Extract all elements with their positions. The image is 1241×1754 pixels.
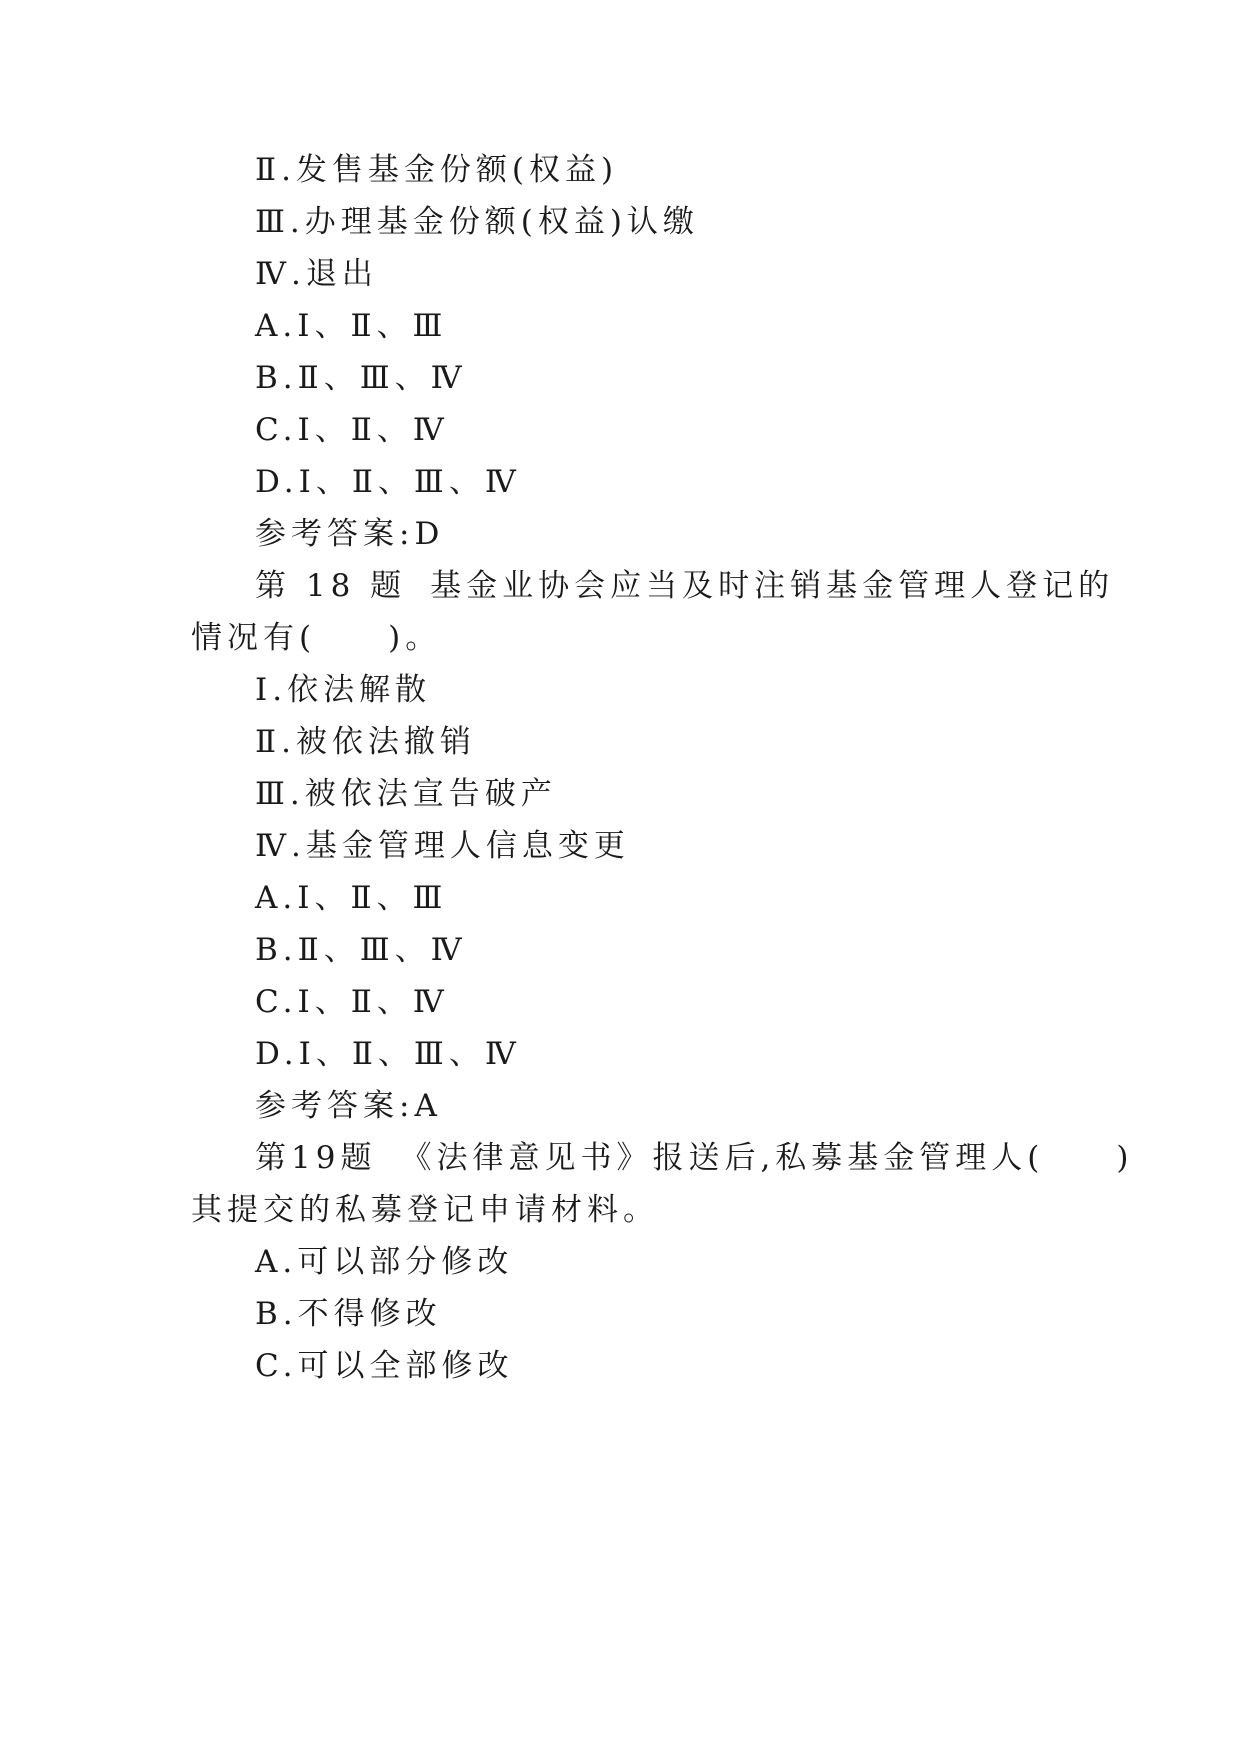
choice-line: B.不得修改 — [255, 1296, 442, 1332]
choice-line: D.Ⅰ、Ⅱ、Ⅲ、Ⅳ — [255, 464, 521, 500]
question-stem-continued: 情况有( )。 — [191, 620, 442, 656]
question-19-heading — [255, 1138, 1134, 1178]
option-line: Ⅱ.被依法撤销 — [255, 724, 476, 760]
choice-line: A.可以部分修改 — [255, 1244, 514, 1280]
choice-line: B.Ⅱ、Ⅲ、Ⅳ — [255, 360, 467, 396]
option-line: Ⅳ.基金管理人信息变更 — [255, 828, 630, 864]
choice-line: C.Ⅰ、Ⅱ、Ⅳ — [255, 412, 449, 448]
question-stem-continued: 其提交的私募登记申请材料。 — [191, 1192, 659, 1228]
choice-line: A.Ⅰ、Ⅱ、Ⅲ — [255, 880, 448, 916]
option-line: Ⅰ.依法解散 — [255, 672, 432, 708]
answer-line: 参考答案:D — [255, 516, 445, 552]
question-18-heading — [255, 566, 1114, 606]
option-line: Ⅲ.办理基金份额(权益)认缴 — [255, 204, 699, 240]
question-stem: 《法律意见书》报送后,私募基金管理人( ) — [400, 1140, 1134, 1176]
choice-line: D.Ⅰ、Ⅱ、Ⅲ、Ⅳ — [255, 1036, 521, 1072]
choice-line: A.Ⅰ、Ⅱ、Ⅲ — [255, 308, 448, 344]
option-line: Ⅱ.发售基金份额(权益) — [255, 152, 619, 188]
option-line: Ⅳ.退出 — [255, 256, 378, 292]
question-stem: 基金业协会应当及时注销基金管理人登记的 — [430, 568, 1115, 604]
question-number: 第19题 — [255, 1140, 377, 1176]
choice-line: C.可以全部修改 — [255, 1348, 514, 1384]
question-number: 第 18 题 — [255, 568, 407, 604]
choice-line: C.Ⅰ、Ⅱ、Ⅳ — [255, 984, 449, 1020]
option-line: Ⅲ.被依法宣告破产 — [255, 776, 557, 812]
answer-line: 参考答案:A — [255, 1088, 442, 1124]
choice-line: B.Ⅱ、Ⅲ、Ⅳ — [255, 932, 467, 968]
